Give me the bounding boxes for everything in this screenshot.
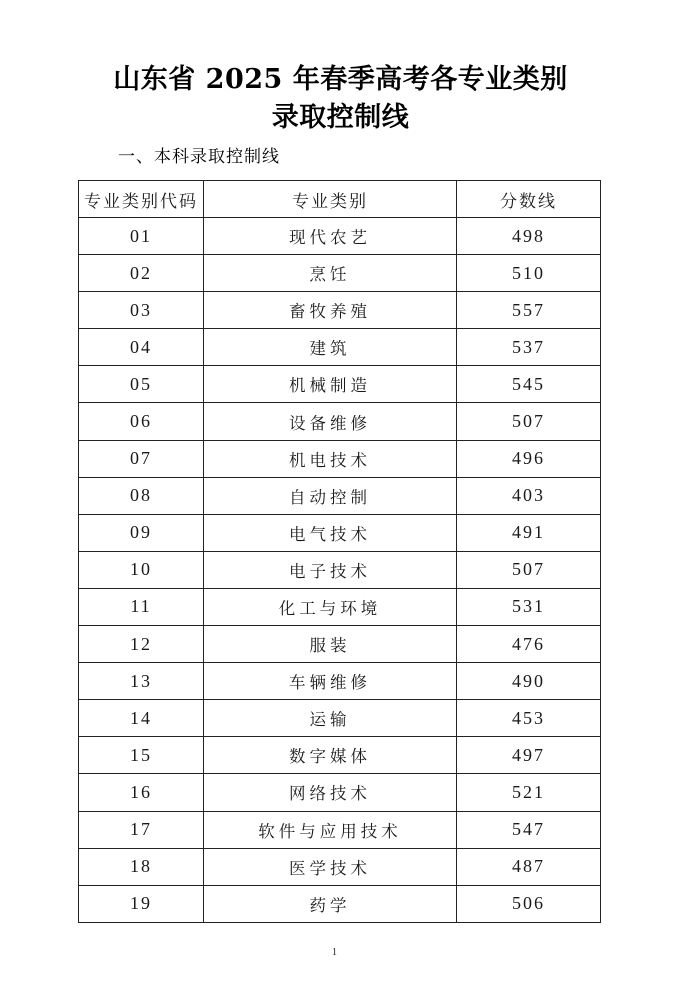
cell-category: 自动控制 <box>204 477 457 514</box>
table-row <box>79 255 601 292</box>
document-title-line-1: 山东省 2025 年春季高考各专业类别 <box>113 64 568 95</box>
cell-score: 403 <box>457 477 601 514</box>
cell-score: 547 <box>457 811 601 848</box>
cell-code: 06 <box>79 403 204 440</box>
table-row <box>79 663 601 700</box>
page-number: 1 <box>332 947 337 958</box>
table-row <box>79 477 601 514</box>
cell-code: 03 <box>79 292 204 329</box>
table-row <box>79 218 601 255</box>
cell-category: 网络技术 <box>204 774 457 811</box>
header-code: 专业类别代码 <box>79 181 204 218</box>
cell-code: 09 <box>79 514 204 551</box>
cell-score: 507 <box>457 551 601 588</box>
table-row <box>79 700 601 737</box>
cell-score: 506 <box>457 885 601 922</box>
cell-code: 16 <box>79 774 204 811</box>
cell-code: 10 <box>79 551 204 588</box>
cell-category: 药学 <box>204 885 457 922</box>
cell-score: 507 <box>457 403 601 440</box>
cell-code: 01 <box>79 218 204 255</box>
cell-category: 电气技术 <box>204 514 457 551</box>
cell-category: 电子技术 <box>204 551 457 588</box>
cell-score: 537 <box>457 329 601 366</box>
cell-category: 机电技术 <box>204 440 457 477</box>
cell-code: 08 <box>79 477 204 514</box>
header-score: 分数线 <box>457 181 601 218</box>
table-row <box>79 811 601 848</box>
table-row <box>79 440 601 477</box>
table-row <box>79 588 601 625</box>
table-row <box>79 329 601 366</box>
cell-category: 建筑 <box>204 329 457 366</box>
cell-category: 运输 <box>204 700 457 737</box>
table-row <box>79 403 601 440</box>
cell-category: 现代农艺 <box>204 218 457 255</box>
cell-category: 烹饪 <box>204 255 457 292</box>
table-row <box>79 774 601 811</box>
cell-category: 医学技术 <box>204 848 457 885</box>
cell-score: 490 <box>457 663 601 700</box>
table-row <box>79 885 601 922</box>
cell-category: 畜牧养殖 <box>204 292 457 329</box>
cell-category: 数字媒体 <box>204 737 457 774</box>
document-title-line-2: 录取控制线 <box>271 102 410 133</box>
table-row <box>79 551 601 588</box>
cell-category: 化工与环境 <box>204 588 457 625</box>
cell-category: 机械制造 <box>204 366 457 403</box>
cell-code: 04 <box>79 329 204 366</box>
cell-category: 设备维修 <box>204 403 457 440</box>
cell-score: 510 <box>457 255 601 292</box>
section-heading: 一、本科录取控制线 <box>118 147 280 167</box>
cell-code: 07 <box>79 440 204 477</box>
header-category: 专业类别 <box>204 181 457 218</box>
cell-score: 453 <box>457 700 601 737</box>
table-row <box>79 737 601 774</box>
cell-category: 服装 <box>204 626 457 663</box>
table-row <box>79 366 601 403</box>
table-row <box>79 514 601 551</box>
cell-score: 521 <box>457 774 601 811</box>
cell-code: 15 <box>79 737 204 774</box>
table-header-row <box>79 181 601 218</box>
cell-code: 05 <box>79 366 204 403</box>
admission-score-table <box>78 180 601 923</box>
cell-score: 531 <box>457 588 601 625</box>
cell-score: 487 <box>457 848 601 885</box>
cell-score: 497 <box>457 737 601 774</box>
cell-code: 14 <box>79 700 204 737</box>
cell-score: 491 <box>457 514 601 551</box>
cell-score: 476 <box>457 626 601 663</box>
table-row <box>79 848 601 885</box>
cell-score: 545 <box>457 366 601 403</box>
cell-score: 496 <box>457 440 601 477</box>
cell-code: 11 <box>79 588 204 625</box>
cell-score: 498 <box>457 218 601 255</box>
cell-category: 车辆维修 <box>204 663 457 700</box>
cell-code: 12 <box>79 626 204 663</box>
table-row <box>79 626 601 663</box>
cell-code: 19 <box>79 885 204 922</box>
cell-category: 软件与应用技术 <box>204 811 457 848</box>
cell-score: 557 <box>457 292 601 329</box>
table-row <box>79 292 601 329</box>
cell-code: 17 <box>79 811 204 848</box>
cell-code: 13 <box>79 663 204 700</box>
cell-code: 02 <box>79 255 204 292</box>
cell-code: 18 <box>79 848 204 885</box>
